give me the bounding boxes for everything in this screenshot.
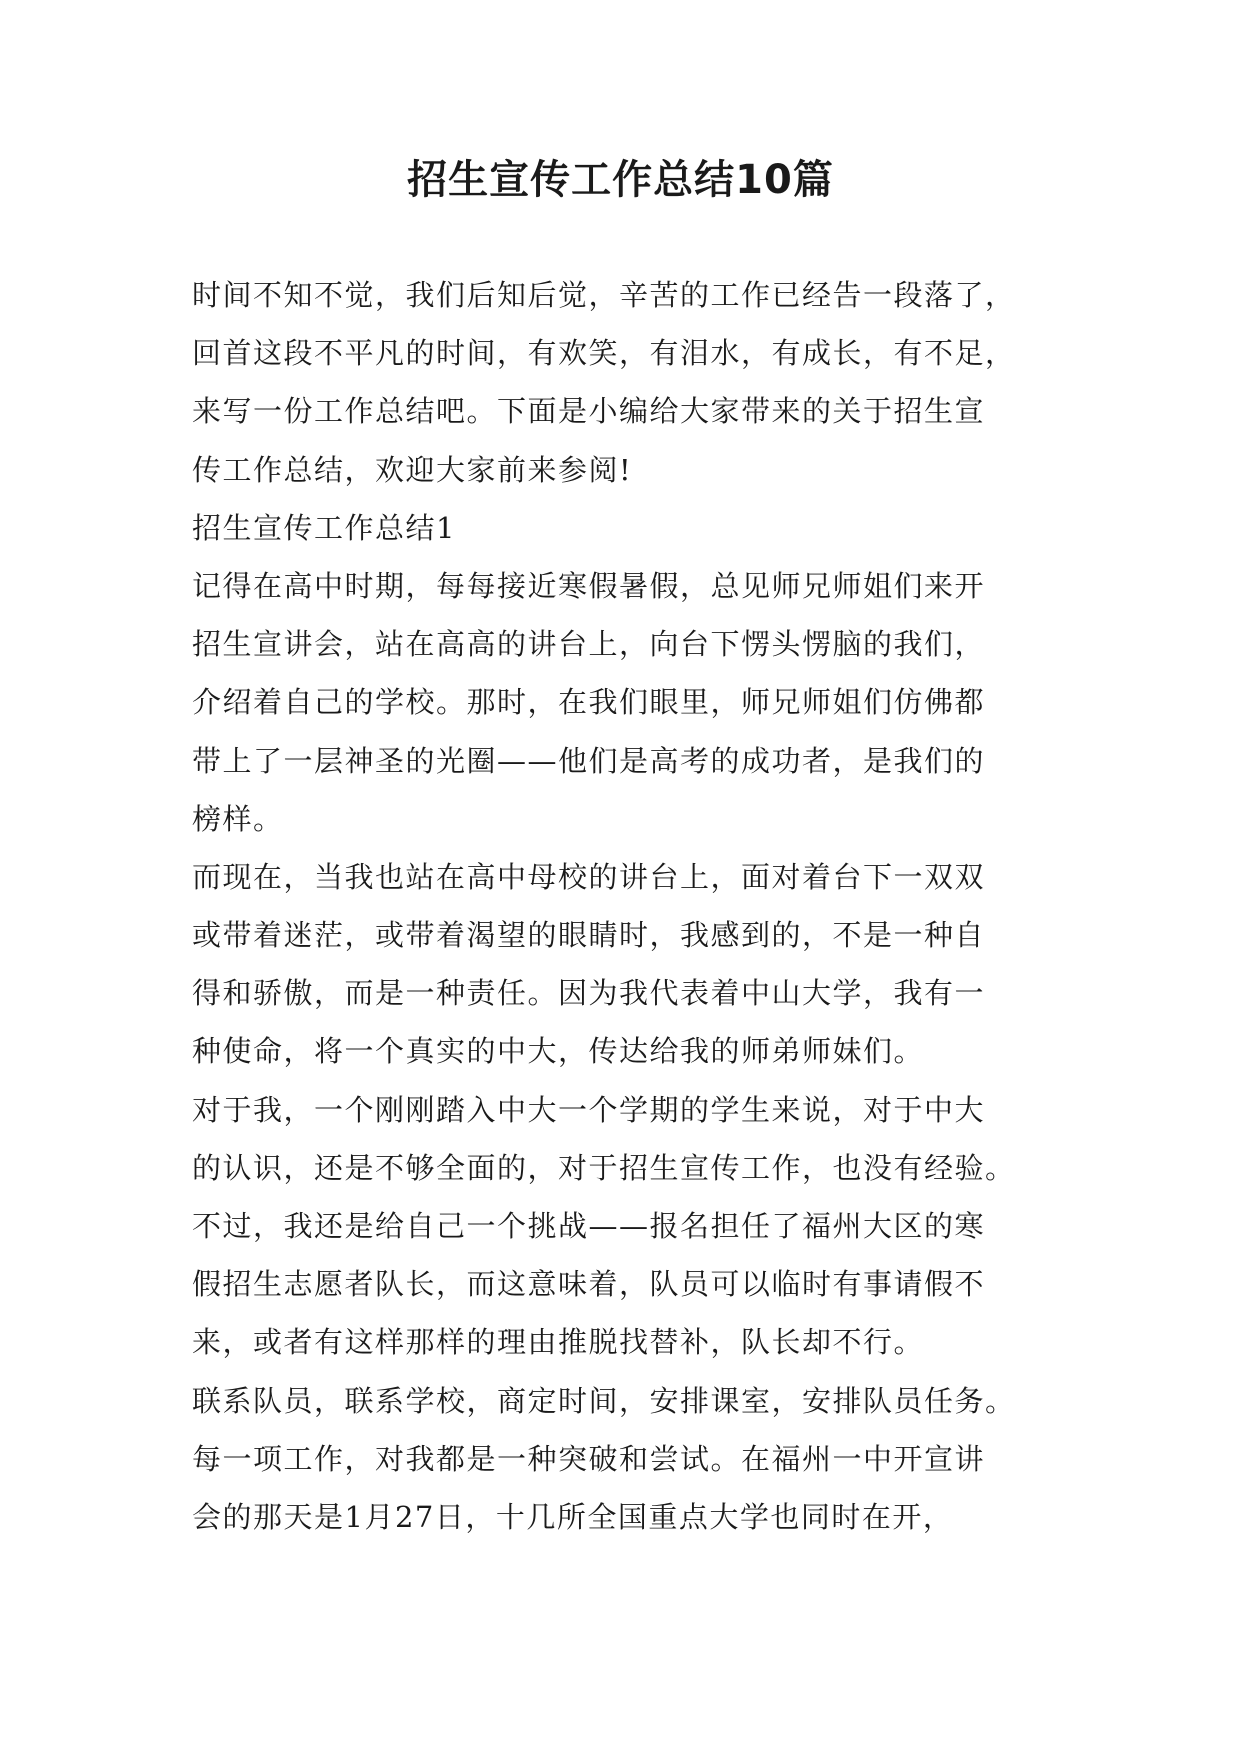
- text-line: 对于我，一个刚刚踏入中大一个学期的学生来说，对于中大: [192, 1092, 986, 1127]
- text-line: 招生宣讲会，站在高高的讲台上，向台下愣头愣脑的我们，: [192, 627, 986, 662]
- section-heading: 招生宣传工作总结1: [192, 510, 456, 545]
- text-line: 不过，我还是给自己一个挑战——报名担任了福州大区的寒: [192, 1209, 986, 1243]
- text-line: 时间不知不觉，我们后知后觉，辛苦的工作已经告一段落了，: [192, 278, 1016, 312]
- text-line: 或带着迷茫，或带着渴望的眼睛时，我感到的，不是一种自: [192, 918, 986, 953]
- text-line: 会的那天是1月27日，十几所全国重点大学也同时在开，: [192, 1499, 954, 1534]
- text-line: 种使命，将一个真实的中大，传达给我的师弟师妹们。: [192, 1034, 925, 1069]
- text-line: 介绍着自己的学校。那时，在我们眼里，师兄师姐们仿佛都: [192, 685, 986, 720]
- text-line: 带上了一层神圣的光圈——他们是高考的成功者，是我们的: [192, 743, 986, 778]
- text-line: 得和骄傲，而是一种责任。因为我代表着中山大学，我有一: [192, 976, 986, 1011]
- text-line: 传工作总结，欢迎大家前来参阅!: [192, 452, 633, 487]
- text-line: 来写一份工作总结吧。下面是小编给大家带来的关于招生宣: [192, 394, 986, 429]
- document-title: 招生宣传工作总结10篇: [407, 157, 834, 203]
- text-line: 来，或者有这样那样的理由推脱找替补，队长却不行。: [192, 1325, 925, 1360]
- text-line: 榜样。: [192, 801, 284, 836]
- document-body: [192, 266, 1062, 1546]
- text-line: 联系队员，联系学校，商定时间，安排课室，安排队员任务。: [192, 1383, 1016, 1418]
- text-line: 而现在，当我也站在高中母校的讲台上，面对着台下一双双: [192, 859, 986, 894]
- text-line: 假招生志愿者队长，而这意味着，队员可以临时有事请假不: [192, 1267, 986, 1302]
- text-line: 回首这段不平凡的时间，有欢笑，有泪水，有成长，有不足，: [192, 336, 1016, 371]
- text-line: 记得在高中时期，每每接近寒假暑假，总见师兄师姐们来开: [192, 568, 986, 603]
- text-line: 每一项工作，对我都是一种突破和尝试。在福州一中开宣讲: [192, 1441, 986, 1476]
- text-line: 的认识，还是不够全面的，对于招生宣传工作，也没有经验。: [192, 1150, 1016, 1185]
